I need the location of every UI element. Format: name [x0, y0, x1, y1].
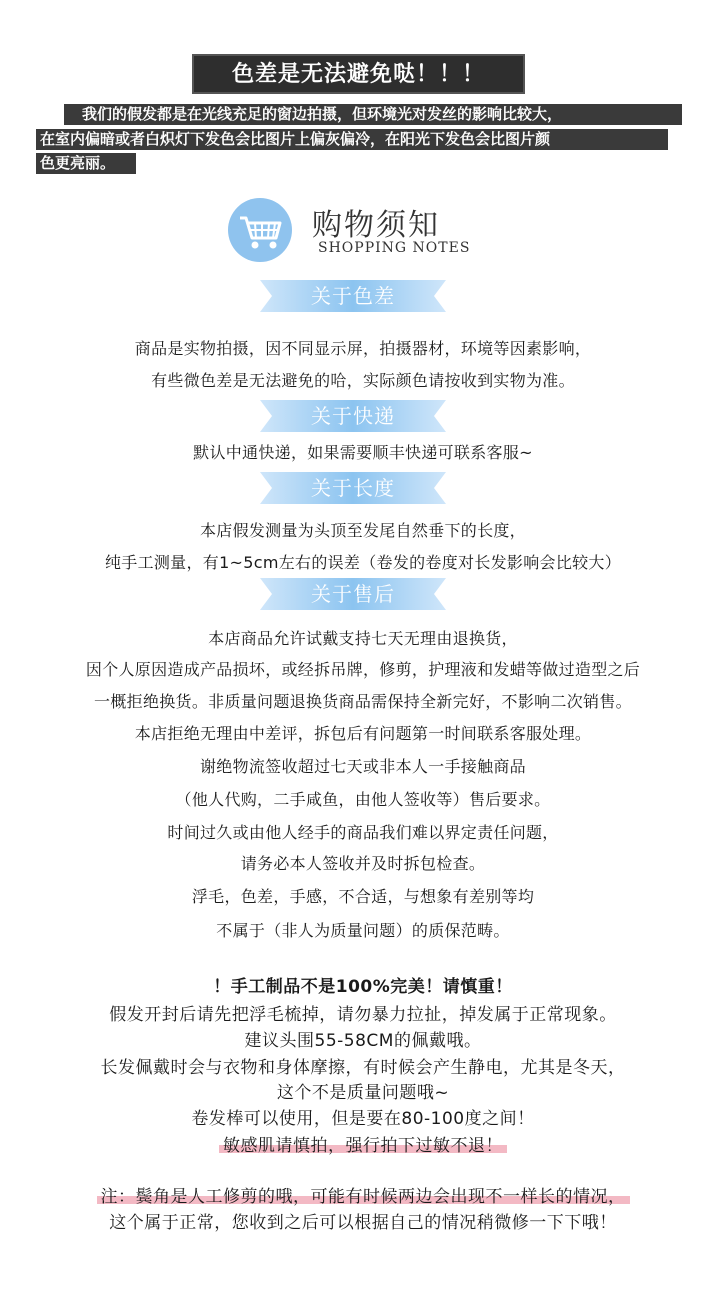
banner-line-2: 在室内偏暗或者白炽灯下发色会比图片上偏灰偏冷，在阳光下发色会比图片颜 [36, 129, 668, 150]
aftersale-line-2: 因个人原因造成产品损坏，或经拆吊牌，修剪，护理液和发蜡等做过造型之后 [85, 660, 641, 679]
notes-subtitle: SHOPPING NOTES [318, 240, 471, 256]
banner-line-3: 色更亮丽。 [36, 153, 136, 174]
length-line-2: 纯手工测量，有1~5cm左右的误差（卷发的卷度对长发影响会比较大） [104, 553, 622, 572]
notice-line-2: 建议头围55-58CM的佩戴哦。 [244, 1031, 482, 1051]
notice-line-4: 这个不是质量问题哦~ [276, 1083, 450, 1103]
ribbon-shipping-label: 关于快递 [311, 404, 395, 428]
aftersale-line-4: 本店拒绝无理由中差评，拆包后有问题第一时间联系客服处理。 [134, 724, 592, 743]
note-line-1: 注：鬓角是人工修剪的哦，可能有时候两边会出现不一样长的情况， [97, 1187, 630, 1207]
aftersale-line-1: 本店商品允许试戴支持七天无理由退换货， [208, 629, 518, 648]
color-line-2: 有些微色差是无法避免的哈，实际颜色请按收到实物为准。 [151, 371, 575, 390]
aftersale-line-3: 一概拒绝换货。非质量问题退换货商品需保持全新完好，不影响二次销售。 [94, 692, 632, 711]
banner-line-1: 我们的假发都是在光线充足的窗边拍摄，但环境光对发丝的影响比较大， [64, 104, 682, 125]
ribbon-length-label: 关于长度 [311, 476, 395, 500]
ribbon-length [260, 468, 446, 508]
shopping-cart-icon [228, 198, 292, 262]
length-line-1: 本店假发测量为头顶至发尾自然垂下的长度， [199, 521, 526, 540]
notice-line-5: 卷发棒可以使用，但是要在80-100度之间！ [191, 1109, 535, 1129]
note-row-1 [0, 1182, 726, 1207]
notice-line-1: 假发开封后请先把浮毛梳掉，请勿暴力拉扯，掉发属于正常现象。 [109, 1005, 617, 1025]
banner-title: 色差是无法避免哒！！！ [192, 54, 525, 94]
aftersale-line-8: 请务必本人签收并及时拆包检查。 [240, 854, 486, 873]
notes-title: 购物须知 [312, 208, 440, 243]
notice-highlight-row [0, 1131, 726, 1156]
note-line-2: 这个属于正常，您收到之后可以根据自己的情况稍微修一下下哦！ [109, 1213, 617, 1233]
aftersale-line-7: 时间过久或由他人经手的商品我们难以界定责任问题， [167, 823, 559, 842]
notice-highlight: 敏感肌请慎拍，强行拍下过敏不退！ [219, 1136, 507, 1156]
aftersale-line-5: 谢绝物流签收超过七天或非本人一手接触商品 [199, 757, 526, 776]
color-line-1: 商品是实物拍摄，因不同显示屏，拍摄器材，环境等因素影响， [134, 339, 592, 358]
ribbon-aftersale-label: 关于售后 [311, 582, 395, 606]
ribbon-color [260, 276, 446, 316]
notice-headline: ！手工制品不是100%完美！请慎重！ [213, 977, 513, 997]
aftersale-line-9: 浮毛，色差，手感，不合适，与想象有差别等均 [191, 887, 535, 906]
ribbon-shipping [260, 396, 446, 436]
shipping-line-1: 默认中通快递，如果需要顺丰快递可联系客服~ [193, 443, 533, 462]
ribbon-color-label: 关于色差 [311, 284, 395, 308]
aftersale-line-6: （他人代购，二手咸鱼，由他人签收等）售后要求。 [175, 790, 551, 809]
notice-line-3: 长发佩戴时会与衣物和身体摩擦，有时候会产生静电，尤其是冬天， [100, 1058, 626, 1078]
ribbon-aftersale [260, 574, 446, 614]
aftersale-line-10: 不属于（非人为质量问题）的质保范畴。 [216, 921, 510, 940]
